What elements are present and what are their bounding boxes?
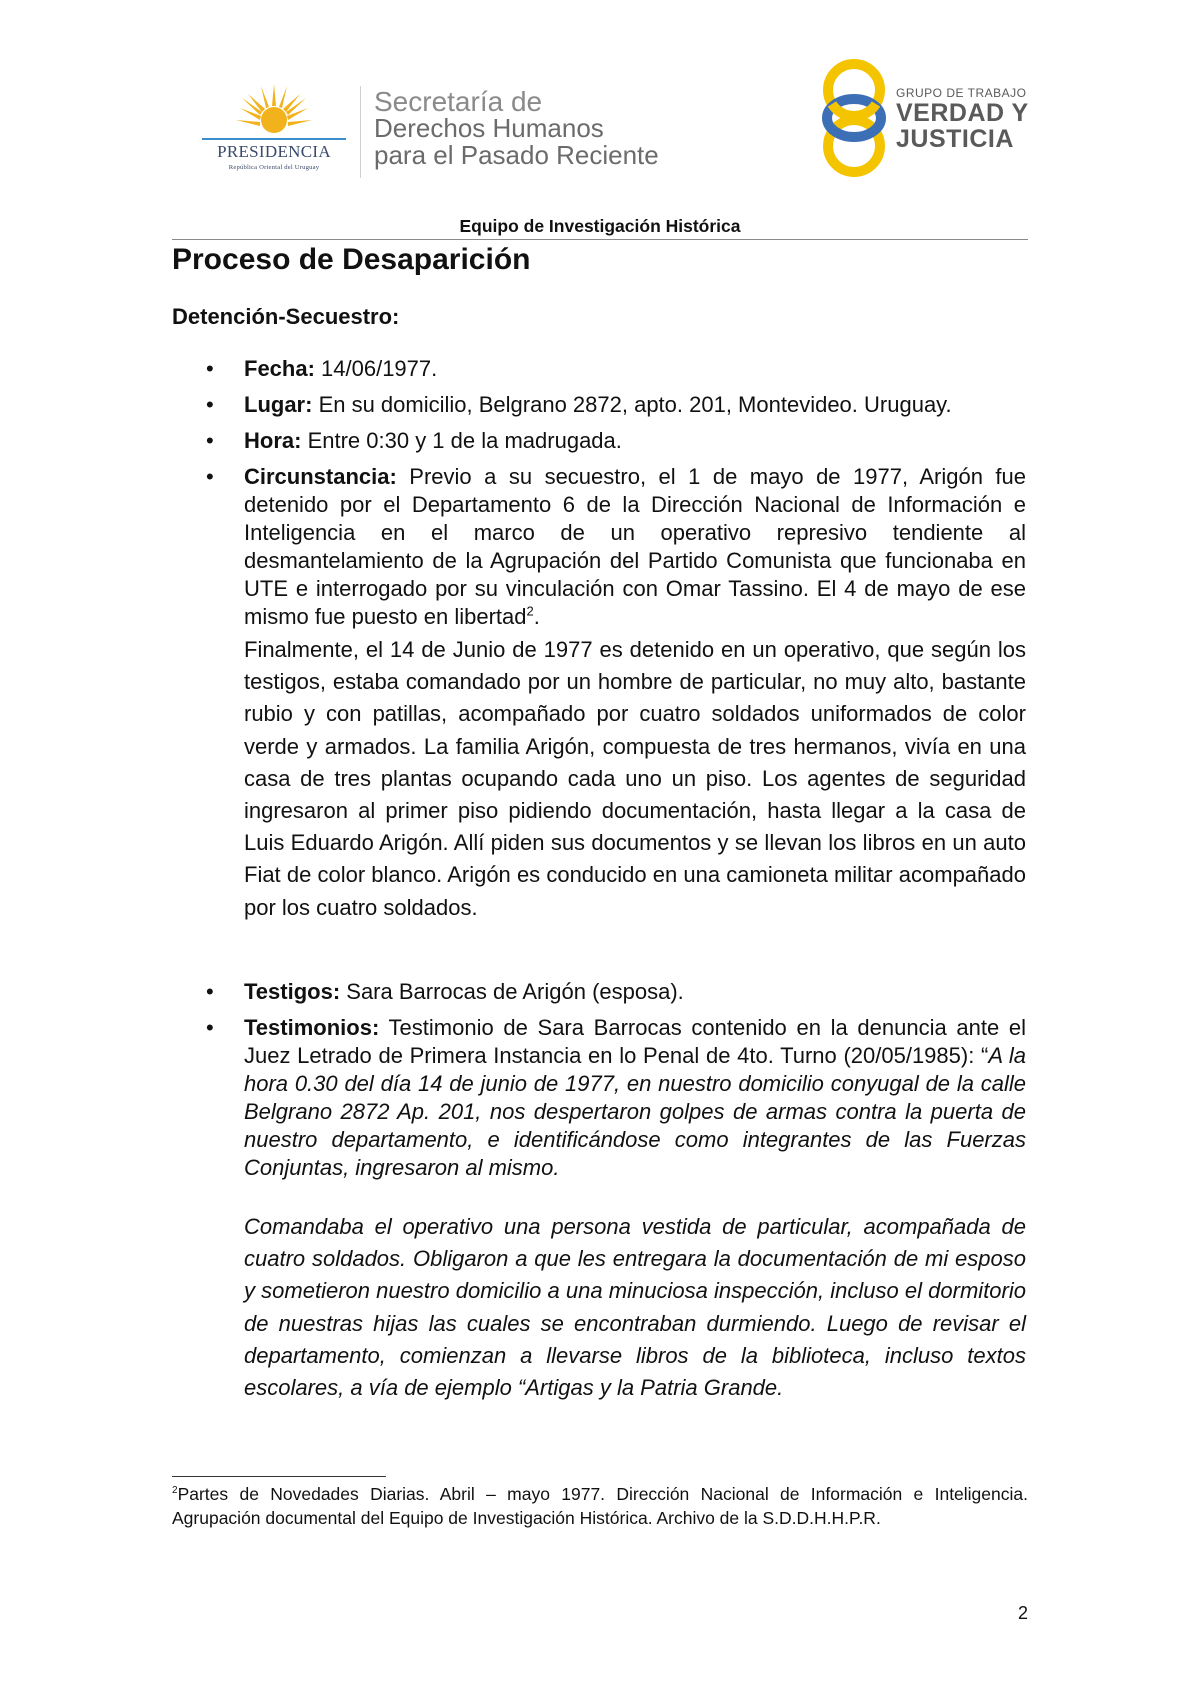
gtvj-line-3: JUSTICIA (896, 125, 1014, 153)
footnote-rule (172, 1476, 386, 1477)
item-text: En su domicilio, Belgrano 2872, apto. 201, Montevideo. Uruguay. (312, 392, 952, 417)
item-label: Lugar: (244, 392, 313, 417)
item-text-end: . (533, 604, 540, 629)
item-label: Hora: (244, 428, 302, 453)
footnote-reference[interactable]: 2 (526, 603, 534, 619)
bullet-icon: • (206, 356, 214, 381)
presidencia-line (202, 138, 346, 140)
bullet-icon: • (206, 464, 214, 489)
item-label: Circunstancia: (244, 464, 397, 489)
sun-icon (198, 82, 350, 140)
item-text: 14/06/1977. (314, 356, 438, 381)
secretaria-line-1: Secretaría de (374, 86, 543, 117)
list-item-lugar (244, 391, 1026, 419)
item-text: Sara Barrocas de Arigón (esposa). (340, 979, 684, 1004)
secretaria-line-2: Derechos Humanos (374, 113, 604, 143)
item-text: Testimonio de Sara Barrocas contenido en la denuncia ante el Juez Letrado de Primera Instancia en lo Penal de 4to. Turno (20/05/1985): “ (244, 1015, 1026, 1068)
presidencia-name: PRESIDENCIA (217, 142, 331, 161)
gtvj-logo (818, 56, 1028, 180)
interlocking-rings-icon (818, 56, 894, 180)
footnote-number: 2 (172, 1485, 178, 1497)
presidencia-logo (198, 82, 350, 177)
bullet-icon: • (206, 392, 214, 417)
item-text: Entre 0:30 y 1 de la madrugada. (301, 428, 622, 453)
footnote (172, 1483, 1028, 1530)
page-title: Proceso de Desaparición (172, 243, 531, 276)
section-heading: Detención-Secuestro: (172, 304, 400, 329)
item-label: Testigos: (244, 979, 341, 1004)
circunstancia-paragraph-2: Finalmente, el 14 de Junio de 1977 es detenido en un operativo, que según los testigos, estaba comandado por un hombre de particular, no muy alto, bastante rubio y con patillas, acompañado por cuatro soldados uniformados de color verde y armados. La familia Arigón, compuesta de tres hermanos, vivía en una casa de tres plantas ocupando cada uno un piso. Los agentes de seguridad ingresaron al primer piso pidiendo documentación, hasta llegar a la casa de Luis Eduardo Arigón. Allí piden sus documentos y se llevan los libros en un auto Fiat de color blanco. Arigón es conducido en una camioneta militar acompañado por los cuatro soldados. (244, 637, 1026, 920)
gtvj-text (896, 86, 1036, 152)
presidencia-subtitle: República Oriental del Uruguay (228, 164, 320, 171)
logo-divider (360, 86, 361, 178)
list-item-circunstancia (244, 463, 1026, 631)
secretaria-logo (374, 88, 714, 169)
list-item-hora (244, 427, 1026, 455)
running-header: Equipo de Investigación Histórica (459, 216, 741, 236)
testimony-quote: A la hora 0.30 del día 14 de junio de 1977, en nuestro domicilio conyugal de la calle Belgrano 2872 Ap. 201, nos despertaron golpes de armas contra la puerta de nuestro departamento, e identificándose como integrantes de las Fuerzas Conjuntas, ingresaron al mismo. (244, 1043, 1027, 1180)
secretaria-line-3: para el Pasado Reciente (374, 140, 659, 170)
list-item-fecha (244, 355, 1026, 383)
gtvj-line-2: VERDAD Y (896, 99, 1029, 127)
footnote-text: Partes de Novedades Diarias. Abril – mayo 1977. Dirección Nacional de Información e Inteligencia. Agrupación documental del Equipo de Investigación Histórica. Archivo de la S.D.D.H.H.P.R. (172, 1484, 1028, 1528)
gtvj-line-1: GRUPO DE TRABAJO (896, 86, 1027, 100)
bullet-icon: • (206, 979, 214, 1004)
bullet-icon: • (206, 1015, 214, 1040)
testimony-paragraph-2: Comandaba el operativo una persona vestida de particular, acompañada de cuatro soldados. Obligaron a que les entregara la documentación de mi esposo y sometieron nuestro domicilio a una minuciosa inspección, incluso el dormitorio de nuestras hijas las cuales se encontraban durmiendo. Luego de revisar el departamento, comienzan a llevarse libros de la biblioteca, incluso textos escolares, a vía de ejemplo “Artigas y la Patria Grande. (244, 1214, 1026, 1401)
list-item-testimonios (244, 1014, 1026, 1182)
item-text: Previo a su secuestro, el 1 de mayo de 1977, Arigón fue detenido por el Departamento 6 de la Dirección Nacional de Información e Inteligencia en el marco de un operativo represivo tendiente al desmantelamiento de la Agrupación del Partido Comunista que funcionaba en UTE e interrogado por su vinculación con Omar Tassino. El 4 de mayo de ese mismo fue puesto en libertad (244, 464, 1026, 629)
page-number: 2 (1017, 1603, 1028, 1623)
item-label: Testimonios: (244, 1015, 380, 1040)
bullet-icon: • (206, 428, 214, 453)
item-label: Fecha: (244, 356, 315, 381)
list-item-testigos (244, 978, 1026, 1006)
